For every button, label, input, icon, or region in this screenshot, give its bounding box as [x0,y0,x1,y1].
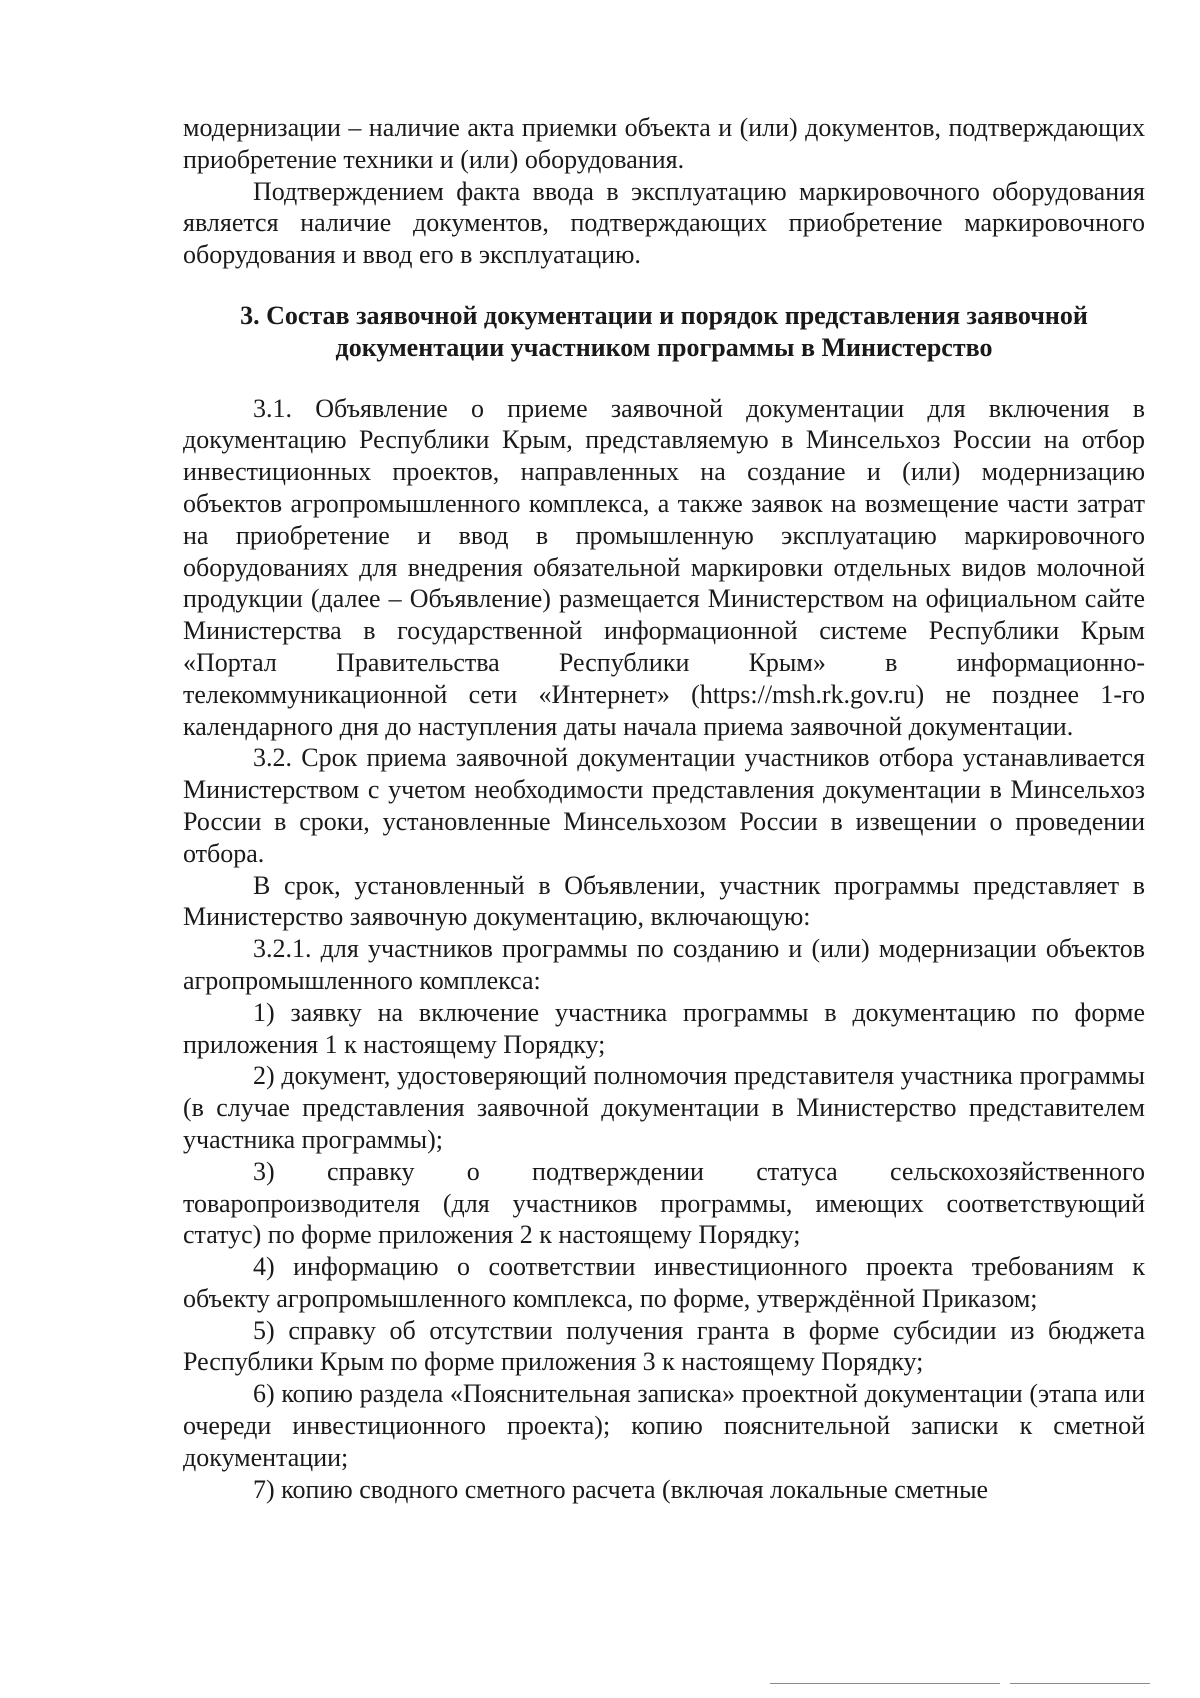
list-item-6: 6) копию раздела «Пояснительная записка» проектной документации (этапа или очереди инвестиционного проекта); копию пояснительной записки к сметной документации; [183,1379,1145,1472]
list-item-1: 1) заявку на включение участника программы в документацию по форме приложения 1 к настоящему Порядку; [183,997,1145,1059]
paragraph-3-2: 3.2. Срок приема заявочной документации участников отбора устанавливается Министерством с учетом необходимости представления документации в Минсельхоз России в сроки, установленные Минсельхозом России в извещении о проведении отбора. [183,743,1145,868]
section-heading [183,300,1145,364]
scan-artifact-line [770,1683,1000,1684]
section-heading-line-1: 3. Состав заявочной документации и порядок представления заявочной [240,300,1088,330]
list-item-7: 7) копию сводного сметного расчета (включая локальные сметные [253,1474,989,1504]
paragraph-deadline: В срок, установленный в Объявлении, участник программы представляет в Министерство заявочную документацию, включающую: [183,870,1145,932]
section-heading-line-2: документации участником программы в Министерство [335,332,993,362]
intro-paragraph-continuation: модернизации – наличие акта приемки объекта и (или) документов, подтверждающих приобретение техники и (или) оборудования. [183,113,1145,174]
scan-artifact-line [1010,1683,1150,1684]
paragraph-3-1: 3.1. Объявление о приеме заявочной документации для включения в документацию Республики Крым, представляемую в Минсельхоз России на отбор инвестиционных проектов, направленных на создание и (или) модернизацию объектов агропромышленного комплекса, а также заявок на возмещение части затрат на приобретение и ввод в промышленную эксплуатацию маркировочного оборудованиях для внедрения обязательной маркировки отдельных видов молочной продукции (далее – Объявление) размещается Министерством на официальном сайте Министерства в государственной информационной системе Республики Крым «Портал Правительства Республики Крым» в информационно-телекоммуникационной сети «Интернет» (https://msh.rk.gov.ru) не позднее 1-го календарного дня до наступления даты начала приема заявочной документации. [183,393,1145,741]
paragraph-3-2-1: 3.2.1. для участников программы по созданию и (или) модернизации объектов агропромышленного комплекса: [183,934,1145,995]
document-page [183,112,1145,1505]
list-item-4: 4) информацию о соответствии инвестиционного проекта требованиям к объекту агропромышленного комплекса, по форме, утверждённой Приказом; [183,1252,1145,1313]
list-item-5: 5) справку об отсутствии получения гранта в форме субсидии из бюджета Республики Крым по форме приложения 3 к настоящему Порядку; [183,1315,1145,1377]
list-item-2: 2) документ, удостоверяющий полномочия представителя участника программы (в случае представления заявочной документации в Министерство представителем участника программы); [183,1061,1145,1154]
list-item-3: 3) справку о подтверждении статуса сельскохозяйственного товаропроизводителя (для участников программы, имеющих соответствующий статус) по форме приложения 2 к настоящему Порядку; [183,1156,1145,1250]
intro-paragraph-confirmation: Подтверждением факта ввода в эксплуатацию маркировочного оборудования является наличие документов, подтверждающих приобретение маркировочного оборудования и ввод его в эксплуатацию. [183,176,1145,270]
